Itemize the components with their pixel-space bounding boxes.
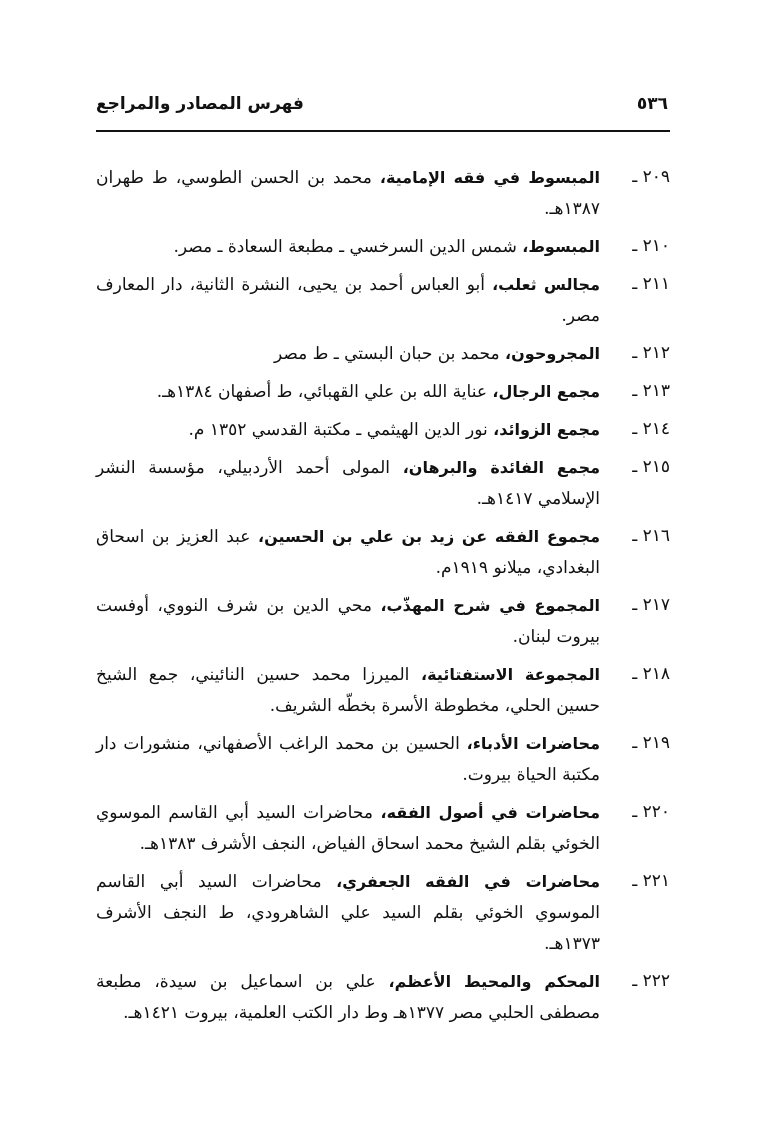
bibliography-entry — [96, 231, 670, 263]
entry-details: المولى أحمد الأردبيلي، مؤسسة النشر الإسلامي ١٤١٧هـ. — [96, 458, 600, 509]
entry-title: مجموع الفقه عن زيد بن علي بن الحسين، — [258, 527, 601, 546]
entry-details: محاضرات السيد أبي القاسم الموسوي الخوئي بقلم السيد علي الشاهرودي، ط النجف الأشرف ١٣٧٣هـ. — [96, 872, 600, 954]
page-number: ٥٣٦ — [636, 94, 668, 114]
entry-title: مجالس ثعلب، — [492, 275, 600, 294]
entry-details: أبو العباس أحمد بن يحيى، النشرة الثانية، دار المعارف مصر. — [96, 275, 600, 326]
bibliography-entry — [96, 590, 670, 653]
entry-number: ٢٢١ ـ — [632, 871, 670, 891]
entry-number: ٢١٣ ـ — [632, 381, 670, 401]
bibliography-list — [96, 162, 670, 1035]
bibliography-entry — [96, 728, 670, 791]
entry-number: ٢١٩ ـ — [632, 733, 670, 753]
entry-details: محي الدين بن شرف النووي، أوفست بيروت لبنان. — [96, 596, 600, 647]
bibliography-entry — [96, 659, 670, 722]
entry-number: ٢١٧ ـ — [632, 595, 670, 615]
entry-number: ٢١٨ ـ — [632, 664, 670, 684]
entry-title: المبسوط، — [522, 237, 600, 256]
bibliography-entry — [96, 452, 670, 515]
entry-details: محمد بن الحسن الطوسي، ط طهران ١٣٨٧هـ. — [96, 168, 600, 219]
entry-details: محاضرات السيد أبي القاسم الموسوي الخوئي بقلم الشيخ محمد اسحاق الفياض، النجف الأشرف ١٣٨٣هـ. — [96, 803, 600, 854]
header-rule — [96, 130, 670, 132]
entry-number: ٢١٢ ـ — [632, 343, 670, 363]
entry-title: مجمع الرجال، — [492, 382, 600, 401]
bibliography-entry — [96, 162, 670, 225]
entry-number: ٢٢٠ ـ — [632, 802, 670, 822]
entry-title: محاضرات في أصول الفقه، — [380, 803, 600, 822]
entry-details: عبد العزيز بن اسحاق البغدادي، ميلانو ١٩١٩م. — [96, 527, 600, 578]
entry-title: المحكم والمحيط الأعظم، — [388, 972, 600, 991]
entry-details: الميرزا محمد حسين النائيني، جمع الشيخ حسين الحلي، مخطوطة الأسرة بخطّه الشريف. — [96, 665, 600, 716]
entry-number: ٢٢٢ ـ — [632, 971, 670, 991]
bibliography-entry — [96, 966, 670, 1029]
bibliography-entry — [96, 521, 670, 584]
entry-details: شمس الدين السرخسي ـ مطبعة السعادة ـ مصر. — [173, 237, 523, 257]
entry-number: ٢١٥ ـ — [632, 457, 670, 477]
entry-title: محاضرات الأدباء، — [466, 734, 600, 753]
entry-title: المجموعة الاستفتائية، — [421, 665, 601, 684]
entry-number: ٢١١ ـ — [632, 274, 670, 294]
entry-title: مجمع الفائدة والبرهان، — [402, 458, 601, 477]
entry-title: المبسوط في فقه الإمامية، — [379, 168, 601, 187]
entry-title: محاضرات في الفقه الجعفري، — [336, 872, 601, 891]
entry-details: علي بن اسماعيل بن سيدة، مطبعة مصطفى الحلبي مصر ١٣٧٧هـ وط دار الكتب العلمية، بيروت ١٤٢١هـ. — [96, 972, 600, 1023]
bibliography-entry — [96, 797, 670, 860]
entry-title: المجروحون، — [505, 344, 600, 363]
entry-details: نور الدين الهيثمي ـ مكتبة القدسي ١٣٥٢ م. — [188, 420, 494, 440]
running-title: فهرس المصادر والمراجع — [96, 94, 304, 114]
entry-number: ٢١٠ ـ — [632, 236, 670, 256]
page-header — [96, 92, 668, 126]
entry-title: مجمع الزوائد، — [493, 420, 600, 439]
entry-details: عناية الله بن علي القهبائي، ط أصفهان ١٣٨٤هـ. — [156, 382, 493, 402]
entry-title: المجموع في شرح المهذّب، — [380, 596, 600, 615]
bibliography-entry — [96, 376, 670, 408]
entry-number: ٢١٦ ـ — [632, 526, 670, 546]
bibliography-entry — [96, 414, 670, 446]
bibliography-entry — [96, 338, 670, 370]
bibliography-entry — [96, 866, 670, 960]
entry-details: الحسين بن محمد الراغب الأصفهاني، منشورات دار مكتبة الحياة بيروت. — [96, 734, 600, 785]
entry-details: محمد بن حبان البستي ـ ط مصر — [273, 344, 506, 364]
entry-number: ٢١٤ ـ — [632, 419, 670, 439]
bibliography-entry — [96, 269, 670, 332]
entry-number: ٢٠٩ ـ — [632, 167, 670, 187]
